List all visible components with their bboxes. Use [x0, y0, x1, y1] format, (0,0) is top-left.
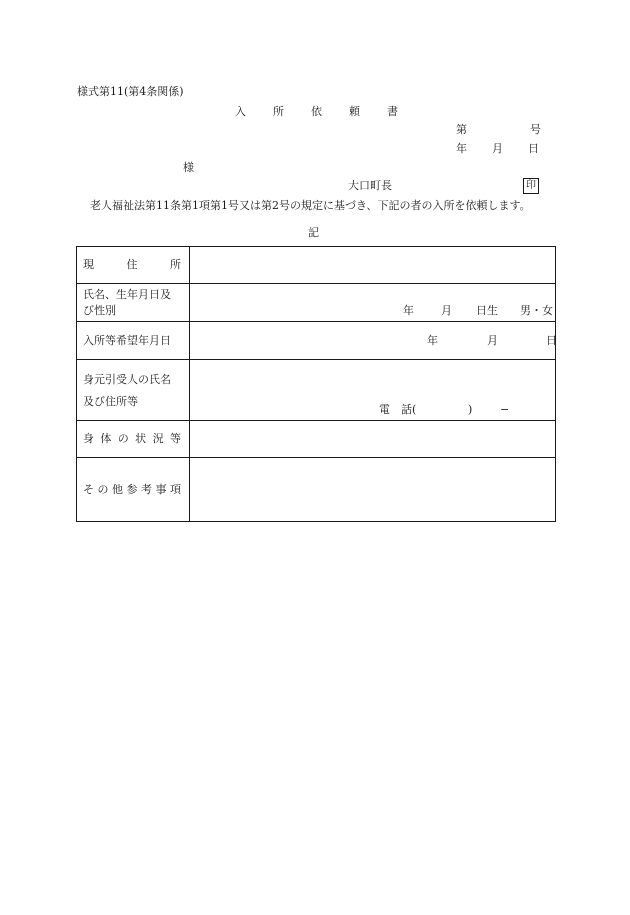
label-line: 氏名、生年月日及: [83, 287, 171, 301]
table-row: [77, 458, 556, 522]
request-statement: 老人福祉法第11条第1項第1号又は第2号の規定に基づき、下記の者の入所を依頼します。: [90, 199, 531, 212]
label-char: 等: [169, 432, 181, 446]
name-birth-gender-field[interactable]: [190, 284, 556, 322]
date-month-label: 月: [492, 142, 503, 155]
request-form-table: [76, 246, 556, 522]
label-char: 考: [141, 482, 152, 496]
label-char: の: [117, 432, 129, 446]
document-number-suffix: 号: [530, 123, 541, 136]
table-row: [77, 421, 556, 458]
label-char: そ: [83, 482, 94, 496]
other-notes-label: [77, 458, 190, 522]
gender-options[interactable]: 男・女: [520, 304, 553, 317]
wish-day-label: 日: [546, 334, 557, 347]
name-birth-gender-label: [77, 284, 190, 322]
label-char: 況: [152, 432, 164, 446]
wish-month-label: 月: [487, 334, 498, 347]
form-number: 様式第11(第4条関係): [77, 85, 184, 98]
desired-admission-date-field[interactable]: [190, 322, 556, 360]
label-char: 状: [135, 432, 147, 446]
date-year-label: 年: [456, 142, 467, 155]
label-line: び性別: [83, 303, 116, 317]
guardian-label: [77, 360, 190, 421]
table-row: [77, 322, 556, 360]
sender-name: 大口町長: [348, 179, 392, 192]
guardian-field[interactable]: [190, 360, 556, 421]
title-char: 依: [311, 105, 322, 118]
birth-month-label: 月: [441, 304, 452, 317]
label-line: 及び住所等: [83, 395, 138, 408]
title-char: 頼: [349, 105, 360, 118]
label-char: 事: [155, 482, 167, 496]
table-row: [77, 284, 556, 322]
label-line: 身元引受人の氏名: [83, 373, 171, 387]
phone-dash: −: [500, 403, 510, 416]
date-day-label: 日: [528, 142, 539, 155]
document-title: [235, 106, 398, 117]
phone-close-paren: ): [468, 403, 473, 416]
label-char: 所: [170, 258, 181, 272]
title-char: 入: [235, 105, 246, 118]
table-row: [77, 360, 556, 421]
other-notes-field[interactable]: [190, 458, 556, 522]
record-heading: 記: [308, 226, 319, 239]
current-address-label: [77, 247, 190, 284]
title-char: 所: [273, 105, 284, 118]
seal-mark: 印: [523, 178, 539, 194]
label-char: 他: [112, 482, 123, 496]
label-char: 体: [100, 432, 112, 446]
phone-label: 電 話(: [379, 403, 417, 416]
label-char: の: [97, 482, 109, 496]
addressee-honorific: 様: [183, 161, 194, 174]
label-char: 住: [126, 258, 138, 272]
document-number-prefix: 第: [456, 123, 467, 136]
title-char: 書: [387, 105, 398, 118]
physical-condition-field[interactable]: [190, 421, 556, 458]
label-char: 身: [83, 432, 94, 446]
birth-day-label: 日生: [476, 304, 498, 317]
birth-year-label: 年: [403, 304, 414, 317]
table-row: [77, 247, 556, 284]
label-char: 参: [126, 482, 138, 496]
desired-admission-date-label: 入所等希望年月日: [77, 322, 190, 360]
label-char: 現: [83, 258, 94, 272]
physical-condition-label: [77, 421, 190, 458]
wish-year-label: 年: [427, 334, 438, 347]
label-char: 項: [170, 482, 181, 496]
current-address-field[interactable]: [190, 247, 556, 284]
